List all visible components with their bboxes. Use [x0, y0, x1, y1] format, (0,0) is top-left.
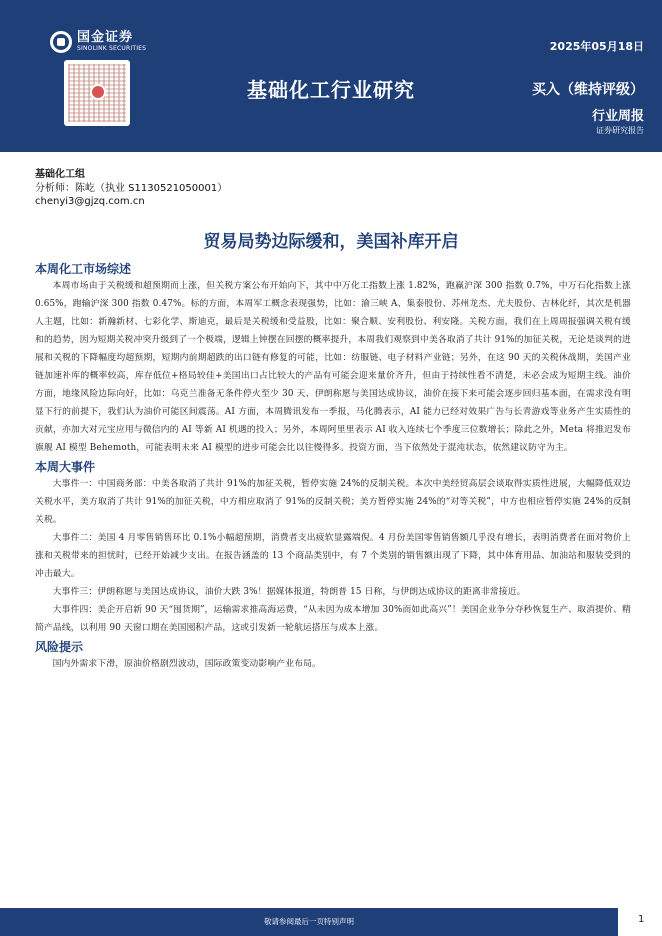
- logo-cn: 国金证券: [77, 30, 134, 45]
- main-title: 贸易局势边际缓和，美国补库开启: [203, 232, 459, 252]
- analyst-team: 基础化工组: [35, 169, 85, 180]
- report-date: 2025年05月18日: [549, 40, 644, 53]
- event-item: 大事件三：伊朗称愿与美国达成协议，油价大跌 3%！据媒体报道，特朗普 15 日称，与伊朗达成协议的距离非常接近。: [52, 587, 526, 597]
- report-title: 基础化工行业研究: [247, 78, 415, 102]
- footer-disclaimer: 敬请参阅最后一页特别声明: [264, 917, 354, 926]
- event-item: 大事件二：美国 4 月零售销售环比 0.1%小幅超预期，消费者支出疲软显露端倪。4 月份美国零售销售额几乎没有增长，表明消费者在面对物价上涨和关税带来的担忧时，已经开始减少支出。在报告涵盖的 13 个商品类别中，有 7 个类别的销售额出现了下降，其中体育用品、加油站和服装受到的冲击最大。: [35, 533, 631, 579]
- market-heading: 本周化工市场综述: [35, 262, 132, 276]
- event-item: 大事件四：美企开启新 90 天“囤货期”，运输需求推高海运费，“从未因为成本增加 30%而如此高兴”！美国企业争分夺秒恢复生产、取消提价、精简产品线，以利用 90 天窗口期在美国囤积产品，这或引发新一轮航运搭压与成本上涨。: [35, 605, 631, 633]
- company-logo: [50, 31, 146, 53]
- page-number: 1: [638, 914, 645, 925]
- report-body: [35, 262, 631, 673]
- analyst-name: 分析师：陈屹（执业 S1130521050001）: [35, 182, 228, 194]
- logo-en: SINOLINK SECURITIES: [77, 45, 147, 52]
- rating-badge: 买入（维持评级）: [532, 82, 644, 98]
- report-subtype: 证券研究报告: [596, 126, 644, 135]
- analyst-email[interactable]: chenyi3@gjzq.com.cn: [35, 196, 145, 207]
- event-item: 大事件一：中国商务部：中美各取消了共计 91%的加征关税，暂停实施 24%的反制关税。本次中美经贸高层会谈取得实质性进展，大幅降低双边关税水平，美方取消了共计 91%的加征关税，中方相应取消了 91%的反制关税；美方暂停实施 24%的“对等关税”，中方也相应暂停实施 24%的反制关税。: [35, 479, 631, 525]
- logo-text: [77, 31, 146, 53]
- report-type: 行业周报: [591, 109, 644, 124]
- market-paragraph: 本周市场由于关税缓和超预期而上涨，但关税方案公布开始向下，其中中万化工指数上涨 1.82%，跑赢沪深 300 指数 0.7%，中万石化指数上涨 0.65%，跑输沪深 300 指数 0.47%。标的方面，本周军工概念表现强势，比如：渝三峡 A、集泰股份、苏州龙杰、尤夫股份、吉林化纤，其次是机器人主题，比如：新瀚新材、七彩化学、斯迪克，最后是关税缓和受益股，比如：聚合顺、安利股份、利安隆。关税方面，我们在上周周报强调关税有缓和的趋势，因为短期关税冲突升级到了一个极端，逻辑上钟摆在回摆的概率提升，本周我们观察到中美各取消了共计 91%的加征关税，无论是谈判的进展和关税的下降幅度均超预期，短期内前期超跌的出口链有修复的可能，比如：纺服链、电子材料产业链；另外，在这 90 天的关税休战期，美国产业链加速补库的概率较高，库存低位+格局较佳+美国出口占比较大的产品有可能会迎来量价齐升，但由于持续性看不清楚，未必会成为短期主线。油价方面，地缘风险边际向好，比如：乌克兰准备无条件停火至少 30 天、伊朗称愿与美国达成协议，油价在接下来可能会逐步回归基本面，在需求没有明显下行的前提下，我们认为油价可能区间震荡。AI 方面，本周腾讯发布一季报，马化腾表示，AI 能力已经对效果广告与长青游戏等业务产生实质性的贡献，亦加大对元宝应用与微信内的 AI 等新 AI 机遇的投入；另外，本周阿里里表示 AI 收入连续七个季度三位数增长；除此之外，Meta 将推迟发布旗舰 AI 模型 Behemoth，可能表明未来 AI 模型的进步可能会比以往慢得多。投资方面，当下依然处于混沌状态，依然建议防守为主。: [35, 281, 631, 453]
- logo-mark-icon: [50, 31, 72, 53]
- risk-paragraph: 国内外需求下滑，原油价格剧烈波动，国际政策变动影响产业布局。: [52, 659, 322, 669]
- events-heading: 本周大事件: [35, 460, 96, 474]
- analyst-info: [35, 168, 227, 209]
- risk-heading: 风险提示: [35, 640, 84, 654]
